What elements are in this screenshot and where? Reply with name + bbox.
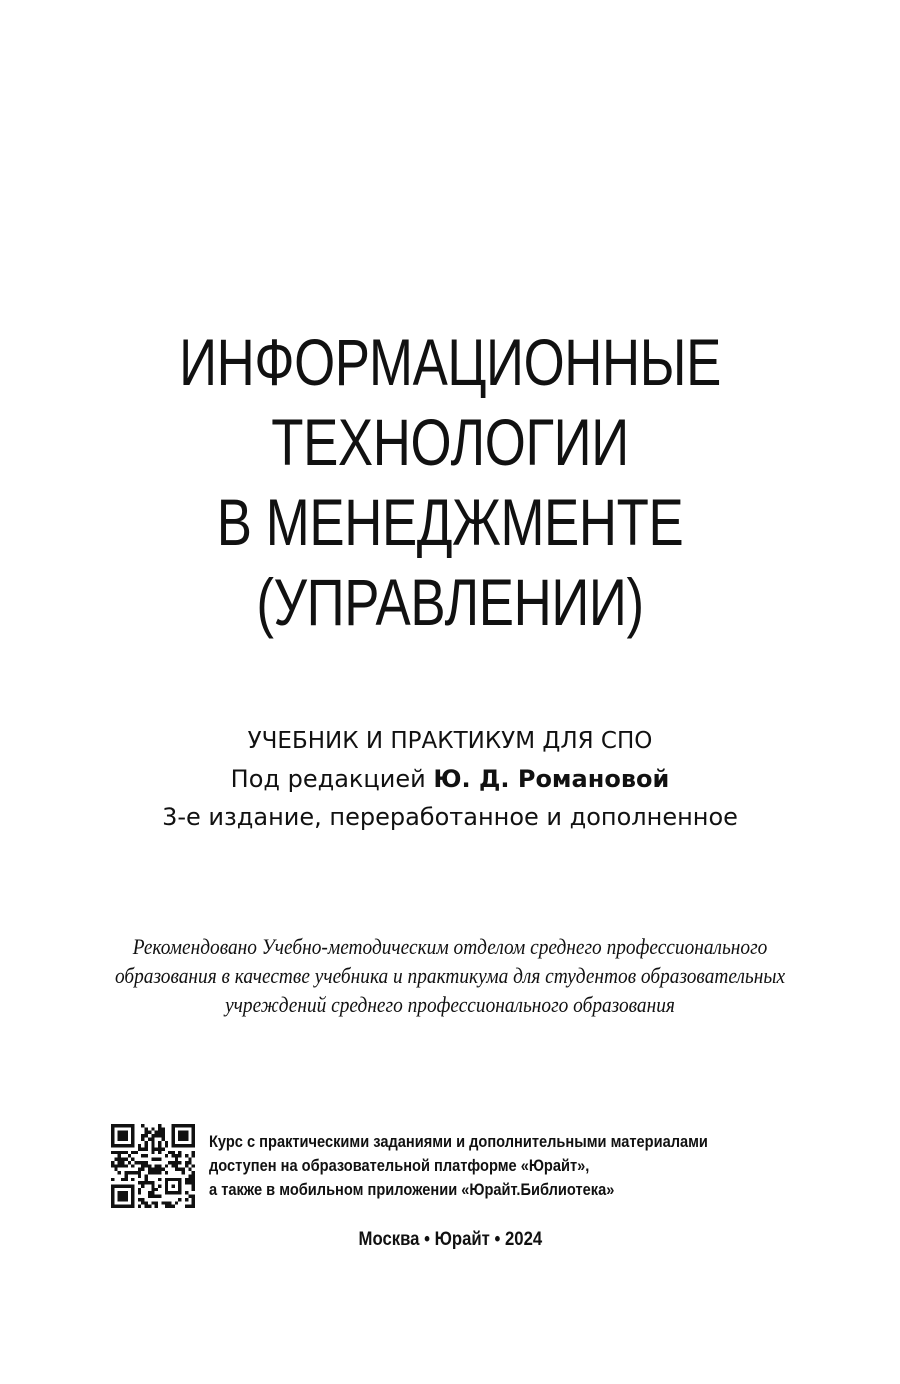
book-title — [0, 322, 900, 642]
recommendation-line-3: учреждений среднего профессионального образования — [225, 992, 675, 1017]
qr-code-icon[interactable] — [111, 1124, 195, 1208]
edition-info: 3-е издание, переработанное и дополненное — [162, 803, 738, 831]
imprint-text: Москва • Юрайт • 2024 — [358, 1229, 542, 1250]
editor-prefix: Под редакцией — [230, 765, 426, 793]
recommendation-line-1: Рекомендовано Учебно-методическим отделом среднего профессионального — [132, 934, 768, 959]
editor-line — [0, 760, 900, 798]
title-line-1: ИНФОРМАЦИОННЫЕ — [179, 325, 721, 399]
course-note-line-2: доступен на образовательной платформе «Юрайт», — [209, 1156, 590, 1175]
title-line-4: (УПРАВЛЕНИИ) — [256, 565, 644, 639]
imprint — [0, 1226, 900, 1254]
recommendation — [0, 932, 900, 1019]
editor-name: Ю. Д. Романовой — [433, 765, 670, 793]
course-note-line-1: Курс с практическими заданиями и дополнительными материалами — [209, 1132, 708, 1151]
course-note-line-3: а также в мобильном приложении «Юрайт.Библиотека» — [209, 1180, 615, 1199]
course-note — [209, 1130, 829, 1202]
title-line-3: В МЕНЕДЖМЕНТЕ — [216, 485, 684, 559]
recommendation-line-2: образования в качестве учебника и практикума для студентов образовательных — [114, 963, 786, 988]
edition-type: УЧЕБНИК И ПРАКТИКУМ ДЛЯ СПО — [247, 728, 653, 754]
title-line-2: ТЕХНОЛОГИИ — [271, 405, 629, 479]
subtitle-block — [0, 722, 900, 836]
